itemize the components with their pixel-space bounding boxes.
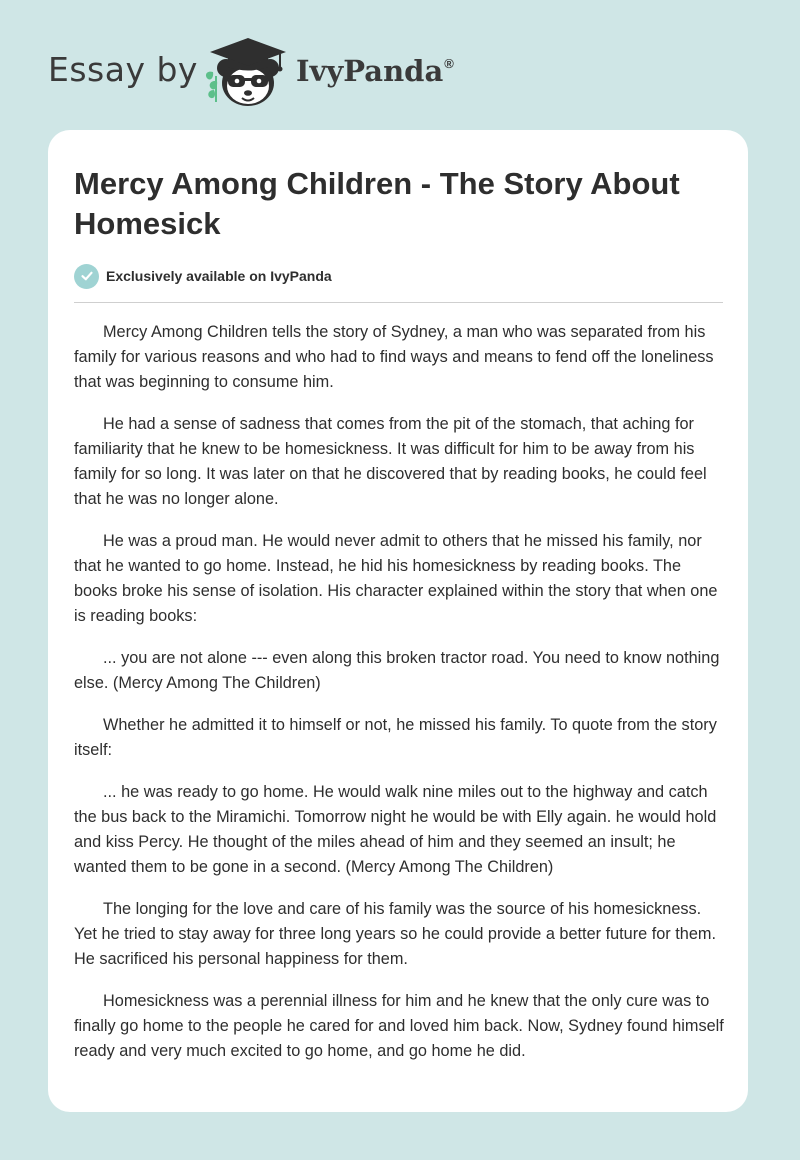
brand-name: IvyPanda	[296, 54, 444, 88]
check-circle-icon	[74, 264, 99, 289]
essay-title: Mercy Among Children - The Story About Homesick	[74, 166, 680, 241]
essay-card	[48, 130, 748, 1112]
paragraph: The longing for the love and care of his family was the source of his homesickness. Yet he tried to stay away for three long years so he could provide a better future for them. He sacrificed his personal happiness for them.	[74, 900, 716, 968]
registered-mark: ®	[444, 56, 454, 71]
paragraph: Whether he admitted it to himself or not, he missed his family. To quote from the story itself:	[74, 716, 717, 759]
essay-body	[74, 320, 726, 1081]
brand-logo-text[interactable]	[296, 54, 454, 88]
paragraph: He was a proud man. He would never admit to others that he missed his family, nor that he wanted to go home. Instead, he hid his homesickness by reading books. The books broke his sense of isolation. His character explained within the story that when one is reading books:	[74, 532, 718, 625]
quote-paragraph: ... you are not alone --- even along this broken tractor road. You need to know nothing else. (Mercy Among The Children)	[74, 649, 720, 692]
paragraph: Homesickness was a perennial illness for him and he knew that the only cure was to finally go home to the people he cared for and loved him back. Now, Sydney found himself ready and very much excited to go home, and go home he did.	[74, 992, 724, 1060]
divider	[74, 302, 723, 303]
paragraph: Mercy Among Children tells the story of Sydney, a man who was separated from his family for various reasons and who had to find ways and means to fend off the loneliness that was beginning to consume him.	[74, 323, 714, 391]
site-header	[0, 0, 800, 130]
essay-by-label: Essay by	[48, 50, 198, 89]
exclusive-badge	[74, 263, 332, 289]
quote-paragraph: ... he was ready to go home. He would walk nine miles out to the highway and catch the bus back to the Miramichi. Tomorrow night he would be with Elly again. he would hold and kiss Percy. He thought of the miles ahead of him and they seemed an insult; he wanted them to be gone in a second. (Mercy Among The Children)	[74, 783, 717, 876]
paragraph: He had a sense of sadness that comes from the pit of the stomach, that aching for familiarity that he knew to be homesickness. It was difficult for him to be away from his family for so long. It was later on that he discovered that by reading books, he could feel that he was no longer alone.	[74, 415, 707, 508]
panda-logo-icon[interactable]	[200, 36, 292, 110]
exclusive-badge-label: Exclusively available on IvyPanda	[106, 268, 332, 284]
leaf-icon	[206, 72, 217, 102]
